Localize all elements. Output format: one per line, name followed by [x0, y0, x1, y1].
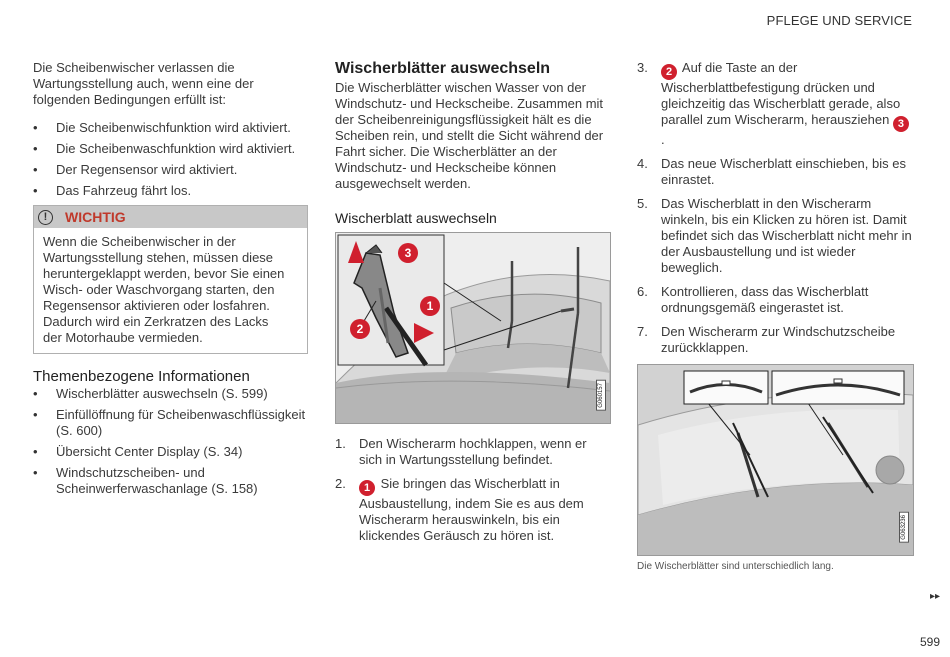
- related-title: Themenbezogene Informationen: [33, 368, 250, 385]
- windscreen-illustration: [638, 365, 913, 555]
- list-item: • Die Scheibenwischfunktion wird aktiviert.: [33, 120, 308, 136]
- next-page-icon[interactable]: ▸▸: [929, 591, 940, 602]
- page-number: 599: [919, 635, 940, 649]
- list-item: • Die Scheibenwaschfunktion wird aktiviert.: [33, 141, 308, 157]
- warning-box: [33, 205, 308, 354]
- related-link[interactable]: • Einfüllöffnung für Scheibenwaschflüssigkeit (S. 600): [33, 407, 308, 439]
- subtitle: Wischerblatt auswechseln: [335, 210, 497, 226]
- figure-code: G060157: [596, 380, 606, 411]
- step-item: 3. 2 Auf die Taste an der Wischerblattbefestigung drücken und gleichzeitig das Wischerblatt gerade, also parallel zum Wischerarm, herausziehen 3.: [637, 60, 914, 148]
- steps-list: [335, 436, 611, 544]
- step-item: [335, 436, 611, 468]
- warning-title: WICHTIG: [65, 209, 126, 225]
- wiper-replacement-figure: [335, 232, 611, 424]
- left-column: [33, 60, 308, 502]
- step-number: 1.: [335, 436, 346, 451]
- related-list: [33, 386, 308, 497]
- middle-column: [335, 60, 611, 552]
- warning-header: [34, 206, 307, 228]
- steps-list: [637, 60, 914, 356]
- step-badge: 2: [661, 64, 677, 80]
- step-text: Das neue Wischerblatt einschieben, bis es einrastet.: [661, 156, 906, 187]
- step-text: Den Wischerarm hochklappen, wenn er sich in Wartungsstellung befindet.: [359, 436, 587, 467]
- step-number: 3.: [637, 60, 648, 75]
- callout-label: 2: [356, 322, 364, 336]
- step-number: 6.: [637, 284, 648, 299]
- step-number: 7.: [637, 324, 648, 339]
- list-item: • Der Regensensor wird aktiviert.: [33, 162, 308, 178]
- wiper-illustration: [336, 233, 610, 423]
- wiper-lengths-figure: [637, 364, 914, 556]
- step-text: Den Wischerarm zur Windschutzscheibe zurückklappen.: [661, 324, 896, 355]
- right-column: [637, 60, 914, 572]
- related-link[interactable]: • Windschutzscheiben- und Scheinwerferwaschanlage (S. 158): [33, 465, 308, 497]
- related-link[interactable]: • Wischerblätter auswechseln (S. 599): [33, 386, 308, 402]
- step-item: [637, 324, 914, 356]
- list-item: • Das Fahrzeug fährt los.: [33, 183, 308, 199]
- step-text: Auf die Taste an der Wischerblattbefestigung drücken und gleichzeitig das Wischerblatt gerade, also parallel zum Wischerarm, herausziehen: [661, 60, 901, 127]
- intro-text: Die Wischerblätter wischen Wasser von der Windschutz- und Heckscheibe. Zusammen mit der Scheibenreinigungsflüssigkeit hält es die Scheiben rein, und stellt die Sicht während der Fahrt sicher. Die Wischerblätter an der Windschutz- und Heckscheibe können ausgewechselt werden.: [335, 80, 604, 191]
- callout-label: 1: [426, 299, 434, 313]
- callout-label: 3: [404, 246, 412, 260]
- step-text: Kontrollieren, dass das Wischerblatt ordnungsgemäß eingerastet ist.: [661, 284, 869, 315]
- step-item: [637, 156, 914, 188]
- step-item: [637, 196, 914, 276]
- step-item: [637, 284, 914, 316]
- page-title: Wischerblätter auswechseln: [335, 60, 551, 77]
- intro-text: Die Scheibenwischer verlassen die Wartungsstellung auch, wenn eine der folgenden Bedingungen erfüllt ist:: [33, 60, 254, 107]
- step-badge: 1: [359, 480, 375, 496]
- step-item: [335, 476, 611, 544]
- step-badge: 3: [893, 116, 909, 132]
- conditions-list: [33, 120, 308, 199]
- section-title: PFLEGE UND SERVICE: [766, 13, 912, 28]
- figure-caption: Die Wischerblätter sind unterschiedlich lang.: [637, 561, 834, 572]
- step-text: Das Wischerblatt in den Wischerarm winkeln, bis ein Klicken zu hören ist. Damit befindet sich das Wischerblatt nicht mehr in der Ausbaustellung und ist wieder beweglich.: [661, 196, 912, 275]
- step-number: 2.: [335, 476, 346, 491]
- step-number: 4.: [637, 156, 648, 171]
- step-text: Sie bringen das Wischerblatt in Ausbaustellung, indem Sie es aus dem Wischerarm herauswinkeln, bis ein klickendes Geräusch zu hören ist.: [359, 476, 584, 543]
- step-number: 5.: [637, 196, 648, 211]
- warning-text: Wenn die Scheibenwischer in der Wartungsstellung stehen, müssen diese heruntergeklappt werden, bevor Sie einen Wisch- oder Waschvorgang starten, den Regensensor aktivieren oder losfahren. Dadurch wird ein Zerkratzen des Lacks der Motorhaube vermieden.: [43, 234, 285, 345]
- warning-icon: !: [38, 210, 53, 225]
- related-link[interactable]: • Übersicht Center Display (S. 34): [33, 444, 308, 460]
- figure-code: G063236: [899, 512, 909, 543]
